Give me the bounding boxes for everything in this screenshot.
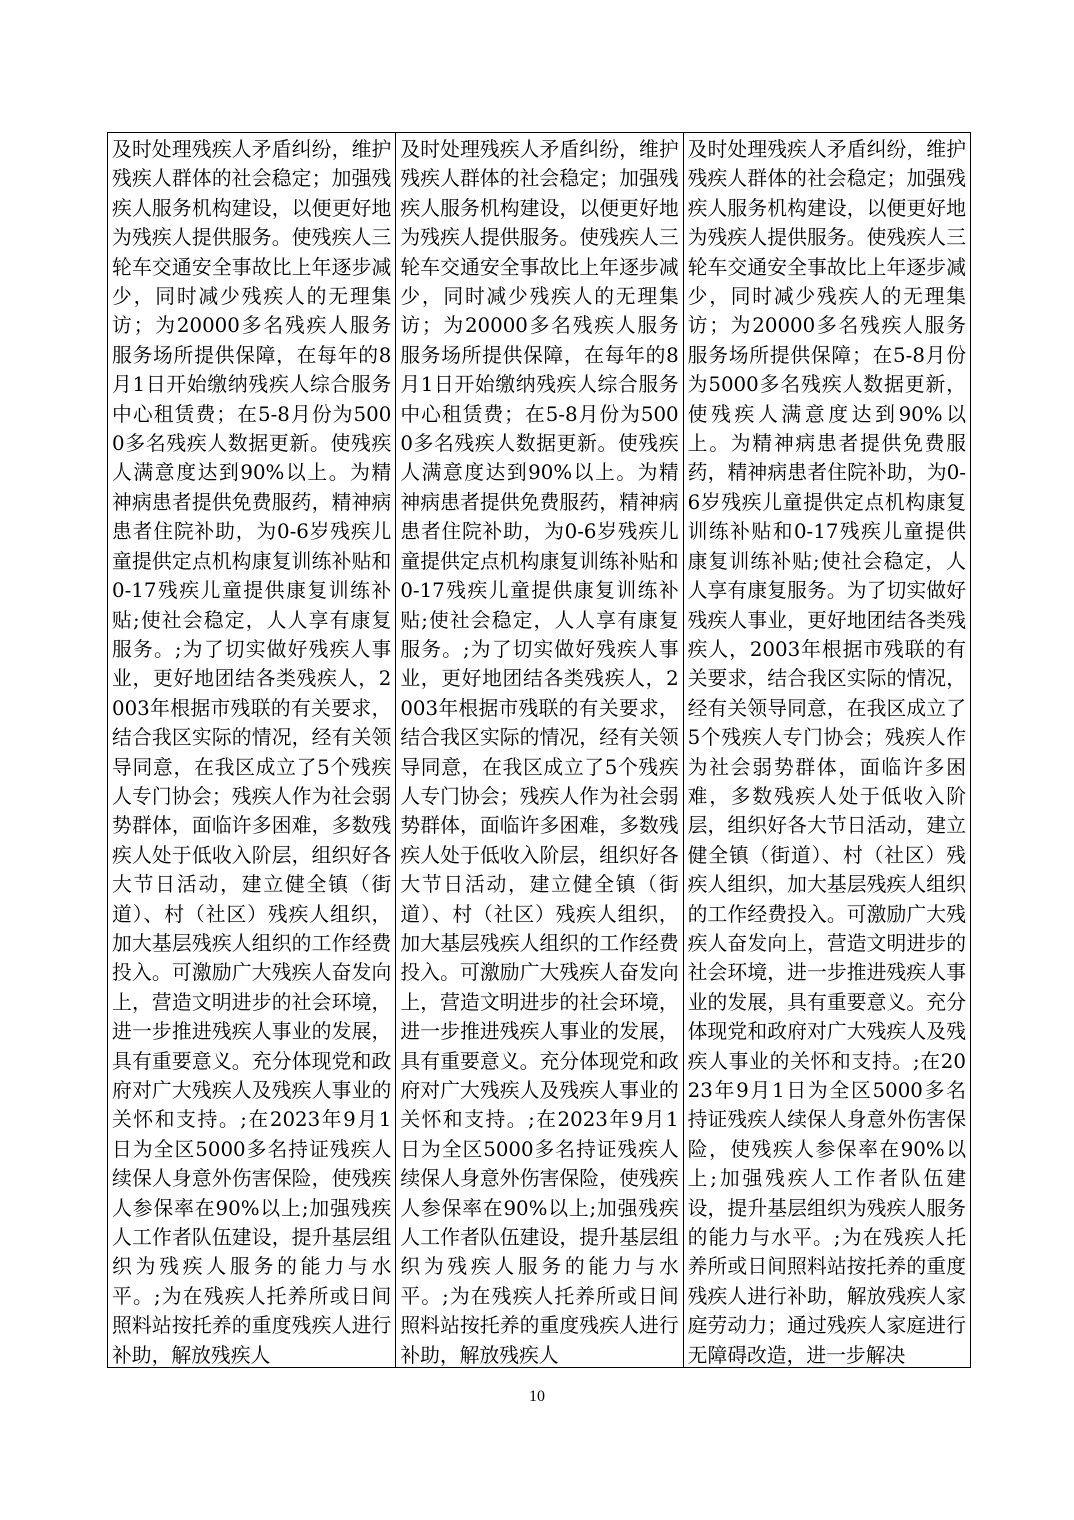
table-cell-column-3: 及时处理残疾人矛盾纠纷，维护残疾人群体的社会稳定；加强残疾人服务机构建设，以便更好地为残疾人提供服务。使残疾人三轮车交通安全事故比上年逐步减少，同时减少残疾人的无理集访；为20000多名残疾人服务服务场所提供保障；在5-8月份为5000多名残疾人数据更新，使残疾人满意度达到90%以上。为精神病患者提供免费服药，精神病患者住院补助，为0-6岁残疾儿童提供定点机构康复训练补贴和0-17残疾儿童提供康复训练补贴;使社会稳定，人人享有康复服务。为了切实做好残疾人事业，更好地团结各类残疾人，2003年根据市残联的有关要求，结合我区实际的情况，经有关领导同意，在我区成立了5个残疾人专门协会；残疾人作为社会弱势群体，面临许多困难，多数残疾人处于低收入阶层，组织好各大节日活动，建立健全镇（街道）、村（社区）残疾人组织，加大基层残疾人组织的工作经费投入。可激励广大残疾人奋发向上，营造文明进步的社会环境，进一步推进残疾人事业的发展，具有重要意义。充分体现党和政府对广大残疾人及残疾人事业的关怀和支持。;在2023年9月1日为全区5000多名持证残疾人续保人身意外伤害保险，使残疾人参保率在90%以上;加强残疾人工作者队伍建设，提升基层组织为残疾人服务的能力与水平。;为在残疾人托养所或日间照料站按托养的重度残疾人进行补助，解放残疾人家庭劳动力；通过残疾人家庭进行无障碍改造，进一步解决	[683, 133, 970, 1367]
table-cell-column-1: 及时处理残疾人矛盾纠纷，维护残疾人群体的社会稳定；加强残疾人服务机构建设，以便更好地为残疾人提供服务。使残疾人三轮车交通安全事故比上年逐步减少，同时减少残疾人的无理集访；为20000多名残疾人服务服务场所提供保障，在每年的8月1日开始缴纳残疾人综合服务中心租赁费；在5-8月份为5000多名残疾人数据更新。使残疾人满意度达到90%以上。为精神病患者提供免费服药，精神病患者住院补助，为0-6岁残疾儿童提供定点机构康复训练补贴和0-17残疾儿童提供康复训练补贴;使社会稳定，人人享有康复服务。;为了切实做好残疾人事业，更好地团结各类残疾人，2003年根据市残联的有关要求，结合我区实际的情况，经有关领导同意，在我区成立了5个残疾人专门协会；残疾人作为社会弱势群体，面临许多困难，多数残疾人处于低收入阶层，组织好各大节日活动，建立健全镇（街道）、村（社区）残疾人组织，加大基层残疾人组织的工作经费投入。可激励广大残疾人奋发向上，营造文明进步的社会环境，进一步推进残疾人事业的发展，具有重要意义。充分体现党和政府对广大残疾人及残疾人事业的关怀和支持。;在2023年9月1日为全区5000多名持证残疾人续保人身意外伤害保险，使残疾人参保率在90%以上;加强残疾人工作者队伍建设，提升基层组织为残疾人服务的能力与水平。;为在残疾人托养所或日间照料站按托养的重度残疾人进行补助，解放残疾人	[112, 138, 392, 1367]
page-number: 10	[529, 1388, 545, 1405]
table-cell-column-2: 及时处理残疾人矛盾纠纷，维护残疾人群体的社会稳定；加强残疾人服务机构建设，以便更好地为残疾人提供服务。使残疾人三轮车交通安全事故比上年逐步减少，同时减少残疾人的无理集访；为20000多名残疾人服务服务场所提供保障，在每年的8月1日开始缴纳残疾人综合服务中心租赁费；在5-8月份为5000多名残疾人数据更新。使残疾人满意度达到90%以上。为精神病患者提供免费服药，精神病患者住院补助，为0-6岁残疾儿童提供定点机构康复训练补贴和0-17残疾儿童提供康复训练补贴;使社会稳定，人人享有康复服务。;为了切实做好残疾人事业，更好地团结各类残疾人，2003年根据市残联的有关要求，结合我区实际的情况，经有关领导同意，在我区成立了5个残疾人专门协会；残疾人作为社会弱势群体，面临许多困难，多数残疾人处于低收入阶层，组织好各大节日活动，建立健全镇（街道）、村（社区）残疾人组织，加大基层残疾人组织的工作经费投入。可激励广大残疾人奋发向上，营造文明进步的社会环境，进一步推进残疾人事业的发展，具有重要意义。充分体现党和政府对广大残疾人及残疾人事业的关怀和支持。;在2023年9月1日为全区5000多名持证残疾人续保人身意外伤害保险，使残疾人参保率在90%以上;加强残疾人工作者队伍建设，提升基层组织为残疾人服务的能力与水平。;为在残疾人托养所或日间照料站按托养的重度残疾人进行补助，解放残疾人	[395, 133, 682, 1367]
content-table	[107, 132, 971, 1368]
